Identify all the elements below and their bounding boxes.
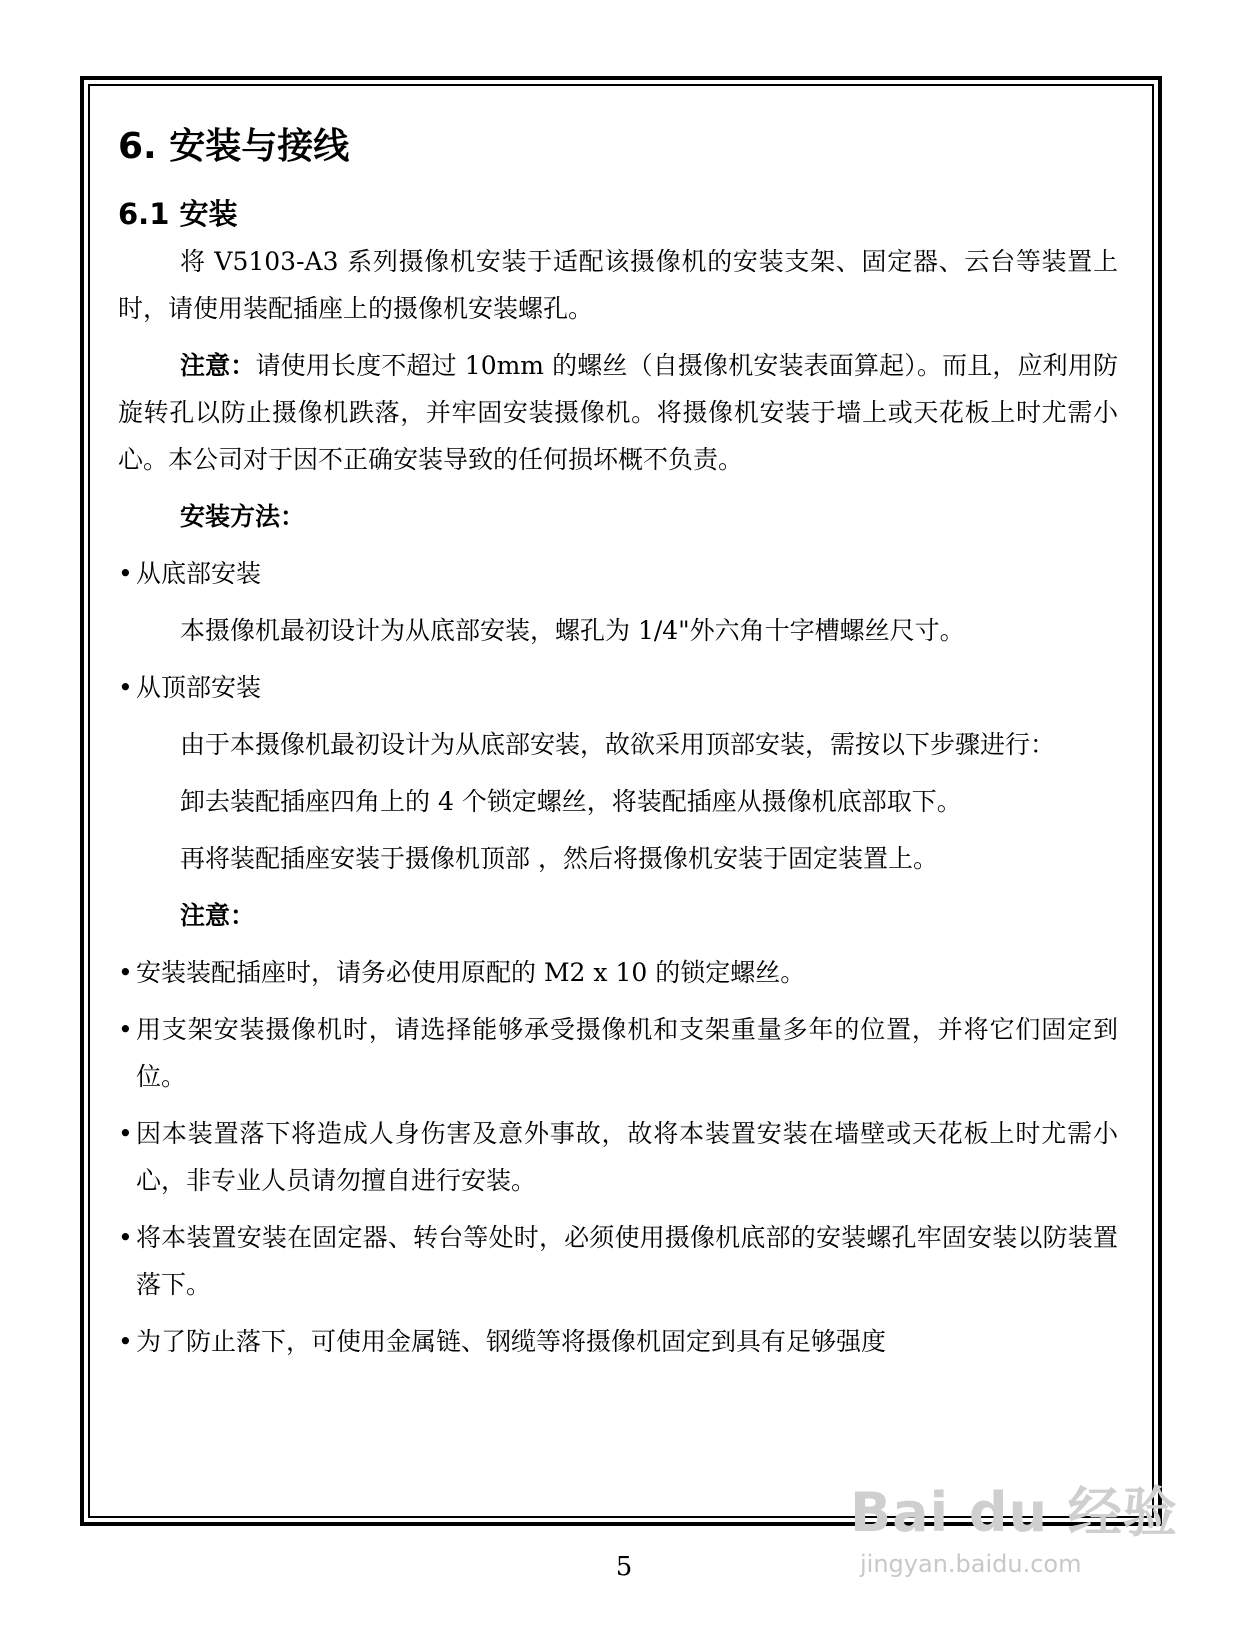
watermark-logo: Bai du 经验 (850, 1481, 1178, 1544)
method-label: 安装方法： (180, 502, 306, 531)
page-number: 5 (615, 1552, 633, 1582)
bullet-bottom-mount: • 从底部安装 (118, 550, 1118, 597)
note-item: • 将本装置安装在固定器、转台等处时，必须使用摄像机底部的安装螺孔牢固安装以防装置落下。 (118, 1214, 1118, 1308)
paragraph-top-mount-2: 卸去装配插座四角上的 4 个锁定螺丝，将装配插座从摄像机底部取下。 (180, 787, 962, 816)
watermark-url: jingyan.baidu.com (860, 1550, 1082, 1578)
section-heading: 6. 安装与接线 (118, 126, 350, 167)
paragraph-note (118, 342, 1118, 483)
note2-label: 注意： (180, 901, 256, 930)
note-label: 注意： (180, 351, 256, 380)
note-text: 请使用长度不超过 10mm 的螺丝（自摄像机安装表面算起）。而且，应利用防旋转孔以防止摄像机跌落，并牢固安装摄像机。将摄像机安装于墙上或天花板上时尤需小心。本公司对于因不正确安装导致的任何损坏概不负责。 (118, 351, 1118, 474)
paragraph-top-mount-1: 由于本摄像机最初设计为从底部安装，故欲采用顶部安装，需按以下步骤进行： (180, 730, 1056, 759)
note-item: • 安装装配插座时，请务必使用原配的 M2 x 10 的锁定螺丝。 (118, 949, 1118, 996)
paragraph-top-mount-3: 再将装配插座安装于摄像机顶部 ，然后将摄像机安装于固定装置上。 (180, 844, 938, 873)
document-content (118, 124, 1118, 1375)
note-item: • 用支架安装摄像机时，请选择能够承受摄像机和支架重量多年的位置，并将它们固定到位。 (118, 1006, 1118, 1100)
paragraph-intro: 将 V5103-A3 系列摄像机安装于适配该摄像机的安装支架、固定器、云台等装置上时，请使用装配插座上的摄像机安装螺孔。 (118, 247, 1118, 323)
bullet-top-mount: • 从顶部安装 (118, 664, 1118, 711)
note-item: • 为了防止落下，可使用金属链、钢缆等将摄像机固定到具有足够强度 (118, 1318, 1118, 1365)
paragraph-bottom-mount: 本摄像机最初设计为从底部安装，螺孔为 1/4"外六角十字槽螺丝尺寸。 (180, 616, 965, 645)
subsection-heading: 6.1 安装 (118, 197, 238, 231)
note-item: • 因本装置落下将造成人身伤害及意外事故，故将本装置安装在墙壁或天花板上时尤需小心，非专业人员请勿擅自进行安装。 (118, 1110, 1118, 1204)
baidu-watermark (820, 1470, 1220, 1620)
